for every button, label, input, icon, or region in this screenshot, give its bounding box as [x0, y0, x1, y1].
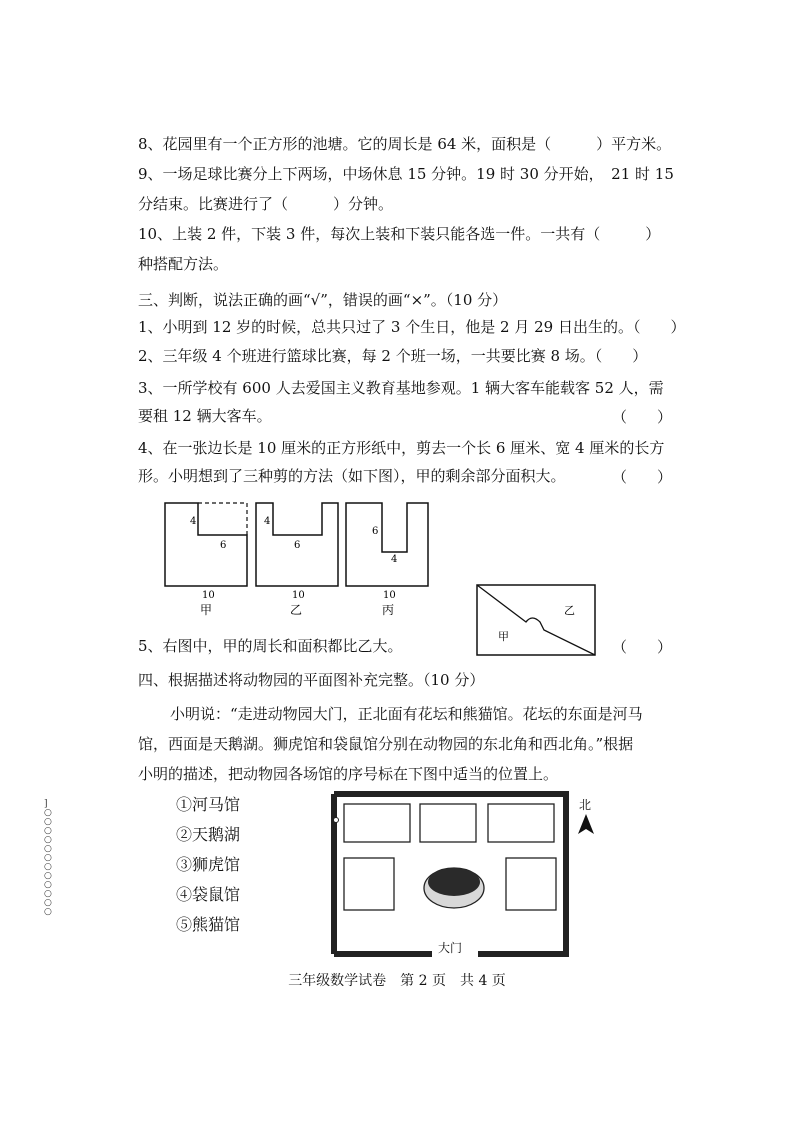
answer-paren-4: （ ） [612, 468, 673, 486]
jia-height-label: 4 [190, 516, 197, 527]
cut-figures [160, 498, 450, 623]
figure-jia [165, 503, 247, 617]
gate-label: 大门 [438, 941, 463, 955]
question-9-line1: 9、一场足球比赛分上下两场，中场休息 15 分钟。19 时 30 分开始， 21 时 15 [138, 165, 674, 183]
split-square-figure [474, 582, 602, 658]
map-dot-icon [334, 818, 339, 823]
map-slot-w [344, 858, 394, 910]
yi-side-label: 10 [292, 590, 305, 601]
zoo-map [330, 790, 602, 962]
figure-yi [256, 503, 338, 617]
north-label: 北 [579, 798, 592, 812]
north-arrow-icon [574, 812, 598, 836]
judge-item-1: 1、小明到 12 岁的时候，总共只过了 3 个生日，他是 2 月 29 日出生的。（ ） [138, 318, 686, 336]
judge-item-4-line2: 形。小明想到了三种剪的方法（如下图），甲的剩余部分面积大。 [138, 467, 566, 485]
legend-item-2: ②天鹅湖 [176, 825, 241, 844]
legend-item-3: ③狮虎馆 [176, 855, 241, 874]
judge-item-4-line1: 4、在一张边长是 10 厘米的正方形纸中，剪去一个长 6 厘米、宽 4 厘米的长方 [138, 439, 665, 457]
bing-width-label: 4 [391, 554, 398, 565]
map-slot-e [506, 858, 556, 910]
yi-name: 乙 [290, 603, 303, 617]
legend-item-4: ④袋鼠馆 [176, 885, 241, 904]
split-left-label: 甲 [498, 630, 509, 643]
bing-side-label: 10 [383, 590, 396, 601]
jia-name: 甲 [200, 603, 213, 617]
map-slot-nw [344, 804, 410, 842]
yi-height-label: 4 [264, 516, 271, 527]
split-right-label: 乙 [564, 604, 575, 617]
question-10-line1: 10、上装 2 件，下装 3 件，每次上装和下装只能各选一件。一共有（ ） [138, 225, 661, 243]
section-3-title: 三、判断，说法正确的画“√”，错误的画“×”。（10 分） [138, 291, 508, 309]
bing-name: 丙 [382, 603, 395, 617]
section-4-desc-line3: 小明的描述，把动物园各场馆的序号标在下图中适当的位置上。 [138, 765, 559, 783]
legend-item-1: ①河马馆 [176, 795, 241, 814]
judge-item-3-line2: 要租 12 辆大客车。 [138, 407, 272, 425]
bing-height-label: 6 [372, 526, 379, 537]
map-slot-ne [488, 804, 554, 842]
judge-item-5: 5、右图中，甲的周长和面积都比乙大。 [138, 637, 403, 655]
answer-paren-5: （ ） [612, 638, 673, 656]
jia-width-label: 6 [220, 540, 227, 551]
answer-paren-3: （ ） [612, 408, 673, 426]
question-10-line2: 种搭配方法。 [138, 255, 229, 273]
section-4-desc-line1: 小明说：“走进动物园大门，正北面有花坛和熊猫馆。花坛的东面是河马 [170, 705, 643, 723]
judge-item-3-line1: 3、一所学校有 600 人去爱国主义教育基地参观。1 辆大客车能载客 52 人，需 [138, 379, 664, 397]
yi-width-label: 6 [294, 540, 301, 551]
jia-side-label: 10 [202, 590, 215, 601]
question-9-line2: 分结束。比赛进行了（ ）分钟。 [138, 195, 394, 213]
legend-item-5: ⑤熊猫馆 [176, 915, 241, 934]
question-8: 8、花园里有一个正方形的池塘。它的周长是 64 米，面积是（ ）平方米。 [138, 135, 672, 153]
page-footer: 三年级数学试卷 第 2 页 共 4 页 [288, 973, 506, 989]
flower-bed-top [428, 868, 480, 896]
section-4-desc-line2: 馆，西面是天鹅湖。狮虎馆和袋鼠馆分别在动物园的东北角和西北角。”根据 [138, 735, 634, 753]
map-slot-n [420, 804, 476, 842]
section-4-title: 四、根据描述将动物园的平面图补充完整。（10 分） [138, 671, 485, 689]
judge-item-2: 2、三年级 4 个班进行篮球比赛，每 2 个班一场，一共要比赛 8 场。（ ） [138, 347, 648, 365]
figure-bing [346, 503, 428, 617]
binding-marks: ] ○ ○ ○ ○ ○ ○ ○ ○ ○ ○ ○ ○ [44, 799, 52, 917]
